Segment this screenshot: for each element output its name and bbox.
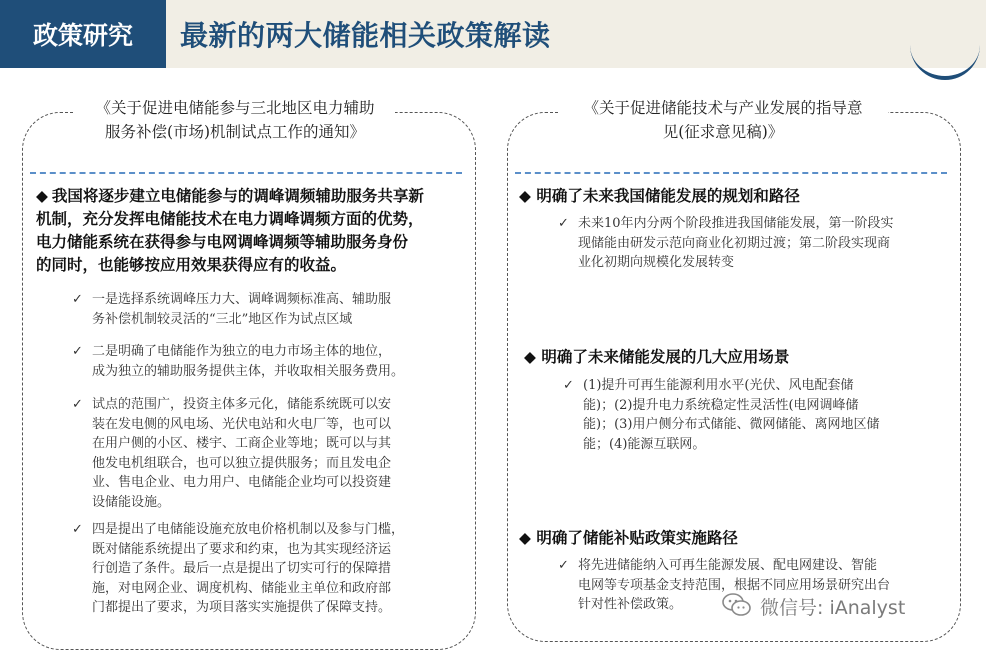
right-point-subsidy: ✓ 将先进储能纳入可再生能源发展、配电网建设、智能 电网等专项基金支持范围，根据不同应用场景研究出台 针对性补偿政策。 bbox=[558, 558, 891, 612]
left-point-2: ✓ 二是明确了电储能作为独立的电力市场主体的地位， 成为独立的辅助服务提供主体，并收取相关服务费用。 bbox=[72, 344, 405, 379]
check-icon: ✓ bbox=[563, 378, 574, 393]
left-divider bbox=[30, 172, 462, 174]
check-icon: ✓ bbox=[558, 558, 569, 573]
wechat-icon bbox=[722, 592, 752, 618]
page-title: 最新的两大储能相关政策解读 bbox=[180, 19, 551, 52]
watermark-text: 微信号: iAnalyst bbox=[760, 597, 906, 619]
diamond-bullet-icon: ◆ bbox=[36, 186, 48, 205]
right-point-scenarios: ✓ (1)提升可再生能源利用水平(光伏、风电配套储 能)；(2)提升电力系统稳定性灵活性(电网调峰储 能)；(3)用户侧分布式储能、微网储能、离网地区储 能；(4)能源互联网。 bbox=[563, 378, 880, 452]
right-heading-plan: ◆ 明确了未来我国储能发展的规划和路径 bbox=[519, 186, 800, 205]
check-icon: ✓ bbox=[558, 216, 569, 231]
right-panel-title: 《关于促进储能技术与产业发展的指导意 见(征求意见稿)》 bbox=[558, 96, 888, 144]
right-heading-subsidy: ◆ 明确了储能补贴政策实施路径 bbox=[519, 528, 738, 547]
left-point-4: ✓ 四是提出了电储能设施充放电价格机制以及参与门槛， 既对储能系统提出了要求和约束，也为其实现经济运 行创造了条件。最后一点是提出了切实可行的保障措 施，对电网企业、调度机构、储能业主单位和政府部 门都提出了要求，为项目落实实施提供了保障支持。 bbox=[72, 522, 405, 615]
right-heading-scenarios: ◆ 明确了未来储能发展的几大应用场景 bbox=[524, 347, 790, 366]
check-icon: ✓ bbox=[72, 292, 83, 307]
left-lead-paragraph: ◆ 我国将逐步建立电储能参与的调峰调频辅助服务共享新 机制，充分发挥电储能技术在电力调峰调频方面的优势， 电力储能系统在获得参与电网调峰调频等辅助服务身份 的同时，也能够按应用效果获得应有的收益。 bbox=[36, 186, 424, 274]
left-panel-title: 《关于促进电储能参与三北地区电力辅助 服务补偿(市场)机制试点工作的通知》 bbox=[75, 96, 395, 144]
section-tag: 政策研究 bbox=[0, 0, 166, 68]
check-icon: ✓ bbox=[72, 344, 83, 359]
left-point-3: ✓ 试点的范围广，投资主体多元化，储能系统既可以安 装在发电侧的风电场、光伏电站和火电厂等，也可以 在用户侧的小区、楼宇、工商企业等地；既可以与其 他发电机组联合，也可以独立提供服务；而且发电企 业、售电企业、电力用户、电储能企业均可以投资建 设储能设施。 bbox=[72, 397, 392, 510]
check-icon: ✓ bbox=[72, 397, 83, 412]
check-icon: ✓ bbox=[72, 522, 83, 537]
corner-decoration bbox=[910, 40, 980, 80]
right-divider bbox=[515, 172, 947, 174]
right-point-plan: ✓ 未来10年内分两个阶段推进我国储能发展，第一阶段实 现储能由研发示范向商业化初期过渡；第二阶段实现商 业化初期向规模化发展转变 bbox=[558, 216, 894, 270]
left-point-1: ✓ 一是选择系统调峰压力大、调峰调频标准高、辅助服 务补偿机制较灵活的“三北”地区作为试点区域 bbox=[72, 292, 392, 327]
